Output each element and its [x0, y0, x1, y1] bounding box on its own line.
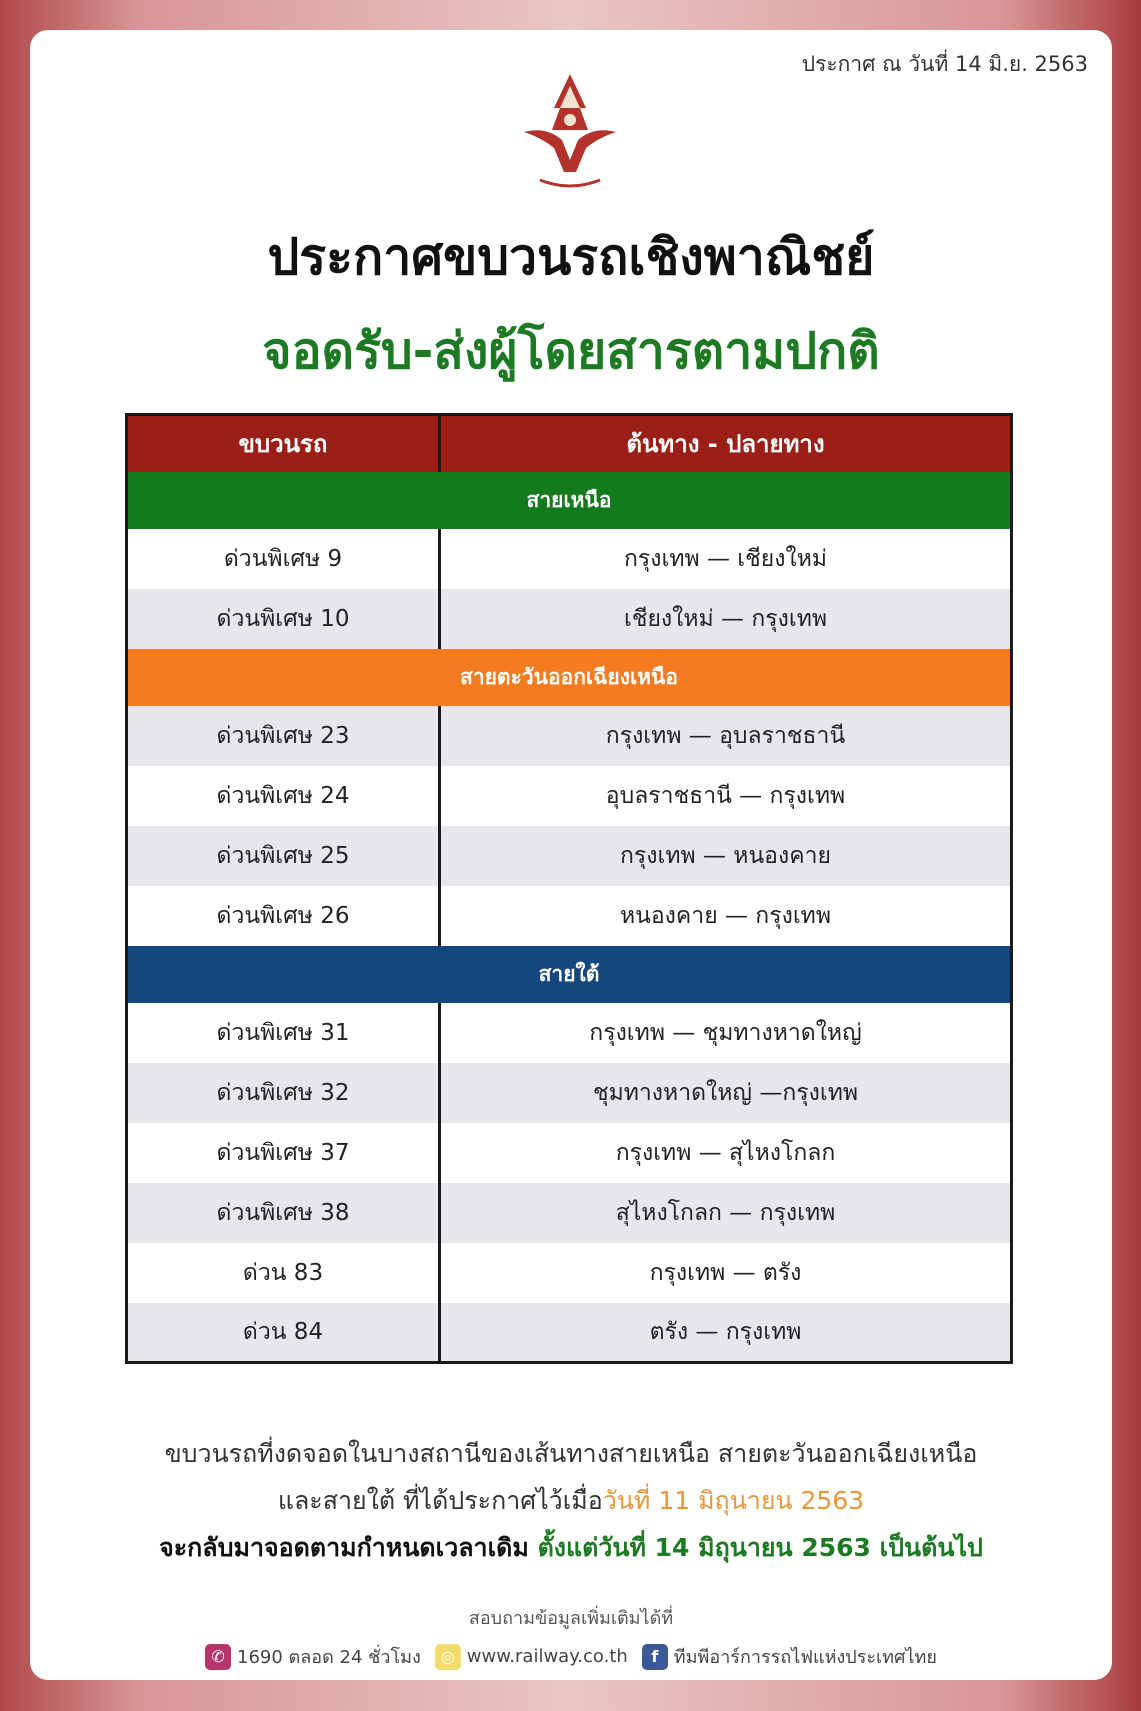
footnote-line2 [30, 1477, 1112, 1524]
contact-phone [205, 1642, 421, 1671]
section-northeast [127, 649, 1012, 706]
train-cell: ด่วนพิเศษ 10 [127, 589, 440, 649]
footnote-line2-prefix: และสายใต้ ที่ได้ประกาศไว้เมื่อ [277, 1486, 603, 1515]
section-north [127, 472, 1012, 529]
announcement-card [30, 30, 1112, 1680]
title-main: ประกาศขบวนรถเชิงพาณิชย์ [267, 228, 875, 286]
inquiry-label: สอบถามข้อมูลเพิ่มเติมได้ที่ [468, 1608, 674, 1629]
contact-bar [30, 1642, 1112, 1671]
train-cell: ด่วน 83 [127, 1243, 440, 1303]
section-label: สายตะวันออกเฉียงเหนือ [127, 649, 1012, 706]
footnote [30, 1430, 1112, 1571]
table-row [127, 589, 1012, 649]
section-south [127, 946, 1012, 1003]
phone-icon: ✆ [205, 1644, 231, 1670]
srt-logo-icon [510, 68, 630, 198]
table-row [127, 529, 1012, 589]
col-train-header: ขบวนรถ [127, 415, 440, 472]
route-cell: กรุงเทพ — หนองคาย [440, 826, 1012, 886]
footnote-line3-prefix: จะกลับมาจอดตามกำหนดเวลาเดิม [159, 1533, 538, 1562]
table-row [127, 826, 1012, 886]
footnote-line3 [30, 1524, 1112, 1571]
contact-website[interactable] [435, 1644, 628, 1670]
route-cell: กรุงเทพ — เชียงใหม่ [440, 529, 1012, 589]
train-cell: ด่วนพิเศษ 37 [127, 1123, 440, 1183]
route-cell: กรุงเทพ — ชุมทางหาดใหญ่ [440, 1003, 1012, 1063]
route-cell: กรุงเทพ — สุไหงโกลก [440, 1123, 1012, 1183]
table-row [127, 886, 1012, 946]
train-cell: ด่วน 84 [127, 1303, 440, 1363]
table-row [127, 1243, 1012, 1303]
footnote-line1: ขบวนรถที่งดจอดในบางสถานีของเส้นทางสายเหนือ สายตะวันออกเฉียงเหนือ [164, 1439, 978, 1468]
facebook-icon: f [642, 1644, 668, 1670]
footnote-effective-date: ตั้งแต่วันที่ 14 มิถุนายน 2563 เป็นต้นไป [537, 1533, 983, 1562]
section-label: สายใต้ [127, 946, 1012, 1003]
table-row [127, 766, 1012, 826]
train-cell: ด่วนพิเศษ 23 [127, 706, 440, 766]
train-schedule-table [125, 413, 1013, 1364]
contact-facebook[interactable] [642, 1642, 937, 1671]
table-header-row [127, 415, 1012, 472]
route-cell: อุบลราชธานี — กรุงเทพ [440, 766, 1012, 826]
train-cell: ด่วนพิเศษ 38 [127, 1183, 440, 1243]
table-row [127, 706, 1012, 766]
route-cell: เชียงใหม่ — กรุงเทพ [440, 589, 1012, 649]
train-cell: ด่วนพิเศษ 9 [127, 529, 440, 589]
route-cell: ตรัง — กรุงเทพ [440, 1303, 1012, 1363]
table-row [127, 1183, 1012, 1243]
website-text[interactable]: www.railway.co.th [466, 1646, 628, 1667]
route-cell: หนองคาย — กรุงเทพ [440, 886, 1012, 946]
phone-text: 1690 ตลอด 24 ชั่วโมง [237, 1647, 421, 1668]
train-cell: ด่วนพิเศษ 31 [127, 1003, 440, 1063]
route-cell: กรุงเทพ — อุบลราชธานี [440, 706, 1012, 766]
globe-icon: ◎ [435, 1644, 461, 1670]
table-row [127, 1303, 1012, 1363]
footnote-previous-date: วันที่ 11 มิถุนายน 2563 [602, 1486, 865, 1515]
train-cell: ด่วนพิเศษ 24 [127, 766, 440, 826]
route-cell: กรุงเทพ — ตรัง [440, 1243, 1012, 1303]
announce-date: ประกาศ ณ วันที่ 14 มิ.ย. 2563 [801, 52, 1088, 76]
train-cell: ด่วนพิเศษ 26 [127, 886, 440, 946]
route-cell: สุไหงโกลก — กรุงเทพ [440, 1183, 1012, 1243]
title-sub: จอดรับ-ส่งผู้โดยสารตามปกติ [262, 322, 880, 380]
section-label: สายเหนือ [127, 472, 1012, 529]
facebook-text[interactable]: ทีมพีอาร์การรถไฟแห่งประเทศไทย [673, 1647, 937, 1668]
train-cell: ด่วนพิเศษ 25 [127, 826, 440, 886]
table-row [127, 1003, 1012, 1063]
train-cell: ด่วนพิเศษ 32 [127, 1063, 440, 1123]
table-row [127, 1063, 1012, 1123]
table-row [127, 1123, 1012, 1183]
col-route-header: ต้นทาง - ปลายทาง [440, 415, 1012, 472]
route-cell: ชุมทางหาดใหญ่ —กรุงเทพ [440, 1063, 1012, 1123]
